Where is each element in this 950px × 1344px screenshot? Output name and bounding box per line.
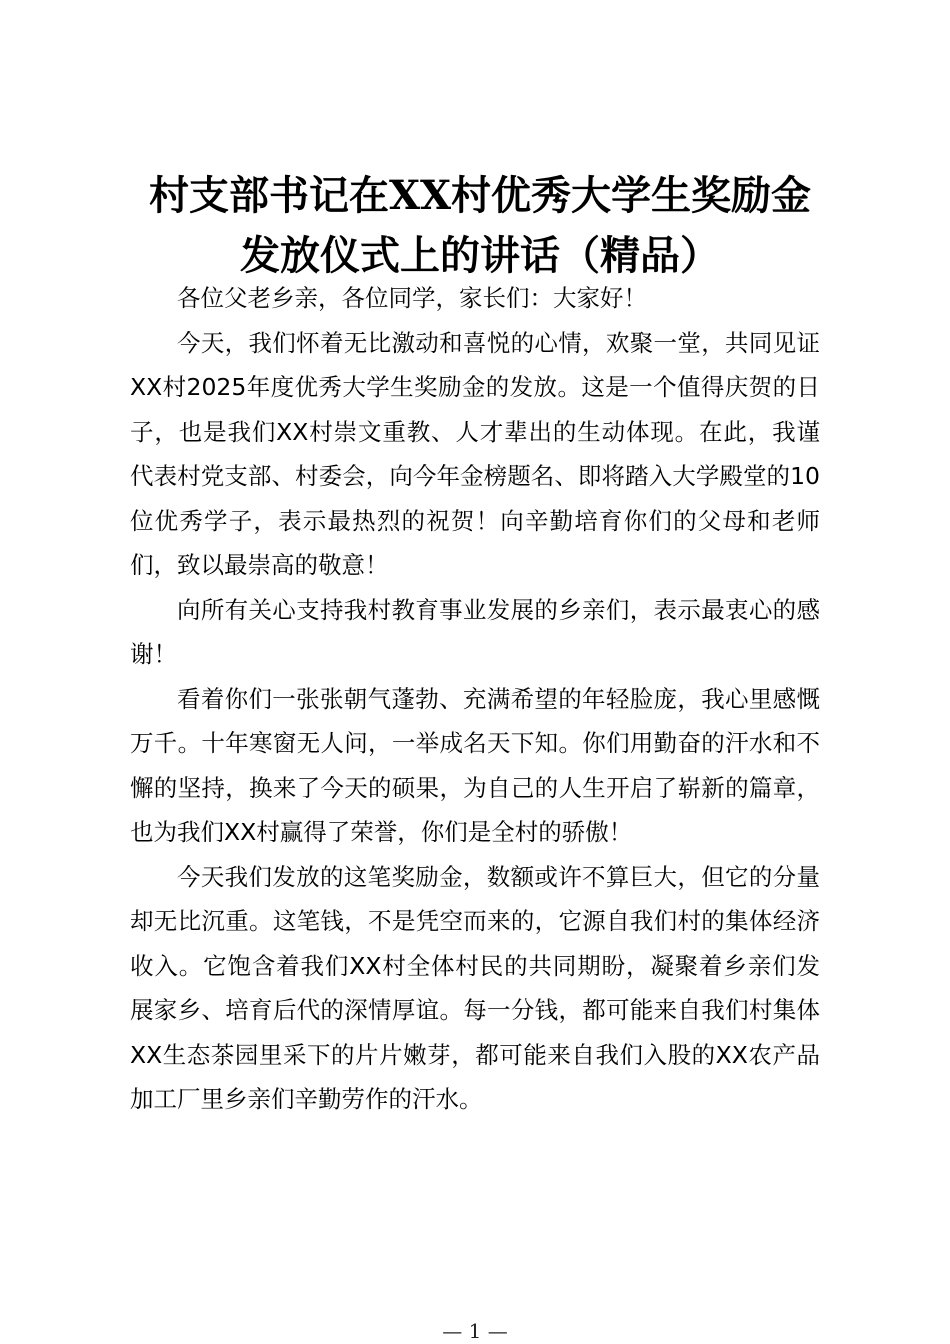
page-number: — 1 — bbox=[442, 1319, 508, 1343]
title-line-1: 村支部书记在XX村优秀大学生奖励金 bbox=[148, 172, 812, 219]
title-line-2: 发放仪式上的讲话（精品） bbox=[240, 232, 720, 279]
paragraph-reflection: 看着你们一张张朝气蓬勃、充满希望的年轻脸庞，我心里感慨万千。十年寒窗无人问，一举成名天下知。你们用勤奋的汗水和不懈的坚持，换来了今天的硕果，为自己的人生开启了崭新的篇章，也为我们XX村赢得了荣誉，你们是全村的骄傲！ bbox=[130, 684, 820, 846]
document-title bbox=[100, 166, 860, 286]
paragraph-thanks: 向所有关心支持我村教育事业发展的乡亲们，表示最衷心的感谢！ bbox=[130, 595, 820, 668]
document-body bbox=[130, 276, 820, 1122]
paragraph-congratulations: 今天，我们怀着无比激动和喜悦的心情，欢聚一堂，共同见证XX村2025年度优秀大学生奖励金的发放。这是一个值得庆贺的日子，也是我们XX村崇文重教、人才辈出的生动体现。在此，我谨代表村党支部、村委会，向今年金榜题名、即将踏入大学殿堂的10位优秀学子，表示最热烈的祝贺！向辛勤培育你们的父母和老师们，致以最崇高的敬意！ bbox=[130, 328, 820, 579]
paragraph-reward-meaning: 今天我们发放的这笔奖励金，数额或许不算巨大，但它的分量却无比沉重。这笔钱，不是凭空而来的，它源自我们村的集体经济收入。它饱含着我们XX村全体村民的共同期盼，凝聚着乡亲们发展家乡、培育后代的深情厚谊。每一分钱，都可能来自我们村集体XX生态茶园里采下的片片嫩芽，都可能来自我们入股的XX农产品加工厂里乡亲们辛勤劳作的汗水。 bbox=[130, 862, 820, 1113]
paragraph-greeting: 各位父老乡亲，各位同学，家长们：大家好！ bbox=[177, 284, 647, 312]
